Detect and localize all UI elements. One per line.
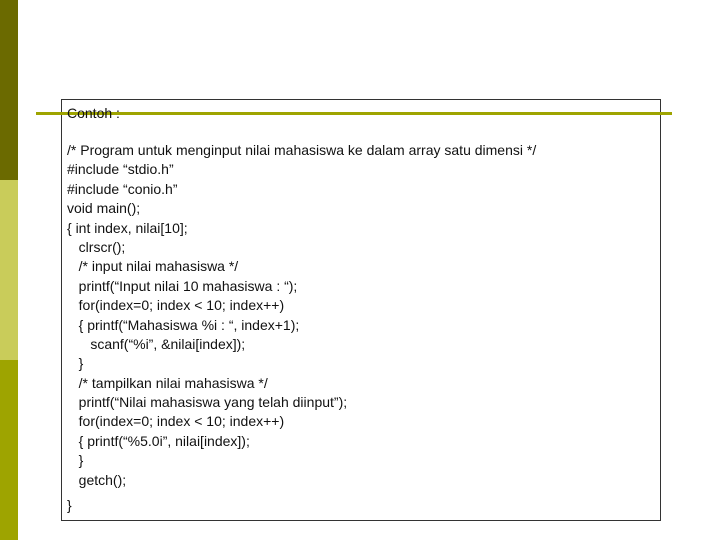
title-rule [36,112,672,115]
code-line: clrscr(); [67,238,126,255]
left-bar-olive [0,360,18,540]
code-line: /* Program untuk menginput nilai mahasiswa ke dalam array satu dimensi */ [67,142,537,158]
closing-brace: } [67,497,72,514]
code-line: void main(); [67,200,141,217]
code-line: printf(“Input nilai 10 mahasiswa : “); [67,277,298,294]
code-line: /* input nilai mahasiswa */ [67,258,239,275]
code-line: { printf(“Mahasiswa %i : “, index+1); [67,316,300,333]
code-line: { int index, nilai[10]; [67,219,188,236]
left-bar-light [0,180,18,360]
code-line: #include “stdio.h” [67,161,174,178]
box-title: Contoh : [67,105,120,121]
code-line: getch(); [67,471,127,488]
code-line: #include “conio.h” [67,180,178,197]
code-line: for(index=0; index < 10; index++) [67,297,285,314]
code-listing [67,141,536,515]
code-line: scanf(“%i”, &nilai[index]); [67,335,246,352]
code-line: } [67,452,84,469]
code-line: { printf(“%5.0i”, nilai[index]); [67,432,250,449]
left-bar-dark [0,0,18,180]
code-line: /* tampilkan nilai mahasiswa */ [67,374,268,391]
code-line: } [67,355,84,372]
code-line: printf(“Nilai mahasiswa yang telah diinput”); [67,394,348,411]
code-line: for(index=0; index < 10; index++) [67,413,285,430]
